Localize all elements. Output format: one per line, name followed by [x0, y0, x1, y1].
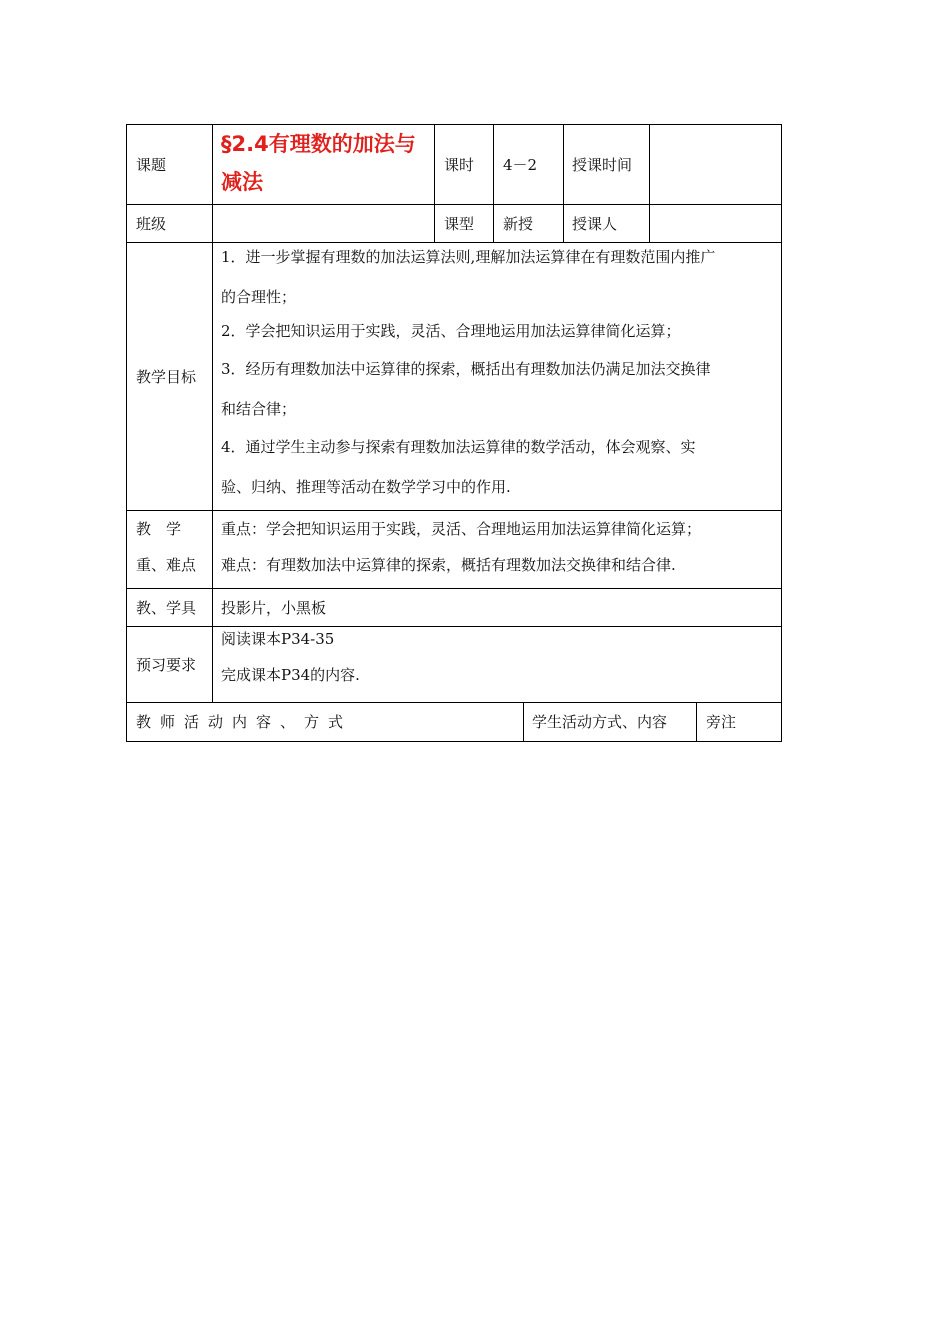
goals-content: [213, 243, 781, 510]
preview-row: [127, 627, 781, 703]
key-points-label-line1: 教 学: [136, 520, 182, 538]
preview-line-2: 完成课本P34的内容.: [221, 666, 360, 684]
student-activity-header: 学生活动方式、内容: [524, 703, 697, 741]
teacher-activity-header: 教师活动内容、方式: [127, 703, 524, 741]
goal-line-5: 和结合律；: [221, 400, 297, 418]
teacher-label: 授课人: [564, 205, 650, 242]
tools-label: 教、学具: [127, 589, 213, 626]
difficulty-text: 难点：有理数加法中运算律的探索，概括有理数加法交换律和结合律.: [221, 556, 676, 574]
preview-content: [213, 627, 781, 702]
key-points-label: [127, 511, 213, 588]
teacher-value: [650, 205, 781, 242]
time-value: [650, 125, 781, 204]
class-row: [127, 205, 781, 243]
goal-line-2: 的合理性；: [221, 288, 297, 306]
topic-row: [127, 125, 781, 205]
goal-line-7: 验、归纳、推理等活动在数学学习中的作用.: [221, 478, 511, 496]
topic-title: §2.4有理数的加法与减法: [213, 125, 435, 204]
goal-line-6: 4．通过学生主动参与探索有理数加法运算律的数学活动，体会观察、实: [221, 438, 696, 456]
topic-label: 课题: [127, 125, 213, 204]
period-label: 课时: [435, 125, 494, 204]
preview-line-1: 阅读课本P34-35: [221, 630, 335, 648]
class-value: [213, 205, 435, 242]
time-label: 授课时间: [564, 125, 650, 204]
key-point-text: 重点：学会把知识运用于实践，灵活、合理地运用加法运算律简化运算；: [221, 520, 702, 538]
goals-label: 教学目标: [127, 243, 213, 510]
type-value: 新授: [494, 205, 564, 242]
period-value: 4－2: [494, 125, 564, 204]
tools-row: [127, 589, 781, 627]
tools-value: 投影片，小黑板: [221, 598, 327, 617]
key-points-row: [127, 511, 781, 589]
goals-row: [127, 243, 781, 511]
class-label: 班级: [127, 205, 213, 242]
goal-line-1: 1．进一步掌握有理数的加法运算法则,理解加法运算律在有理数范围内推广: [221, 248, 716, 266]
key-points-label-line2: 重、难点: [136, 556, 197, 574]
notes-header: 旁注: [706, 713, 737, 731]
key-points-content: [213, 511, 781, 588]
lesson-plan-table: [126, 124, 782, 742]
preview-label: 预习要求: [127, 627, 213, 702]
activity-header-row: [127, 703, 781, 741]
goal-line-3: 2．学会把知识运用于实践，灵活、合理地运用加法运算律简化运算；: [221, 322, 681, 340]
type-label: 课型: [435, 205, 494, 242]
goal-line-4: 3．经历有理数加法中运算律的探索，概括出有理数加法仍满足加法交换律: [221, 360, 711, 378]
